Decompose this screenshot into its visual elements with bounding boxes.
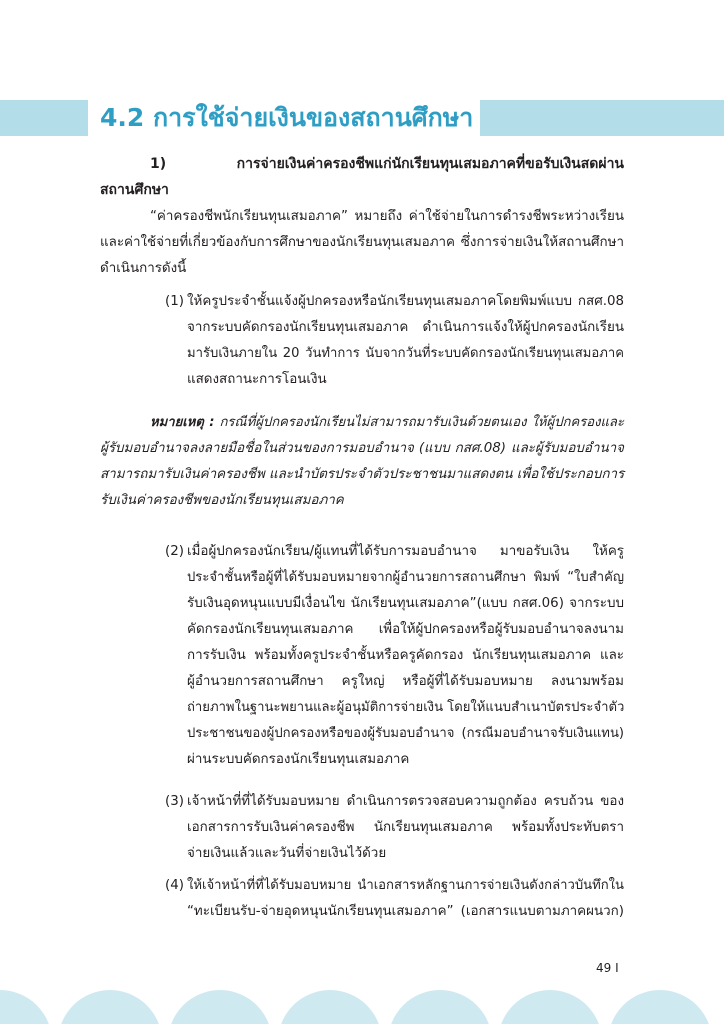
note-text: กรณีที่ผู้ปกครองนักเรียนไม่สามารถมารับเงินด้วยตนเอง ให้ผู้ปกครองและ: [219, 415, 624, 430]
item-2-line: การรับเงิน พร้อมทั้งครูประจำชั้นหรือครูคัดกรอง นักเรียนทุนเสมอภาค และ: [187, 648, 624, 663]
footer-circle: [58, 990, 162, 1024]
note-line4: รับเงินค่าครองชีพของนักเรียนทุนเสมอภาค: [100, 493, 344, 508]
footer-circle: [608, 990, 712, 1024]
item-number: (3): [165, 794, 184, 809]
subsection-title-line2: สถานศึกษา: [100, 182, 169, 198]
item-1-line: แสดงสถานะการโอนเงิน: [187, 372, 327, 387]
item-2-line: ผู้อำนวยการสถานศึกษา ครูใหญ่ หรือผู้ที่ได้รับมอบหมาย ลงนามพร้อม: [187, 674, 624, 689]
item-4-line: ให้เจ้าหน้าที่ที่ได้รับมอบหมาย นำเอกสารหลักฐานการจ่ายเงินดังกล่าวบันทึกใน: [187, 878, 624, 893]
item-4-line: “ทะเบียนรับ-จ่ายอุดหนุนนักเรียนทุนเสมอภาค” (เอกสารแนบตามภาคผนวก): [187, 904, 624, 919]
intro-line2: และค่าใช้จ่ายที่เกี่ยวข้องกับการศึกษาของนักเรียนทุนเสมอภาค ซึ่งการจ่ายเงินให้สถานศึกษา: [100, 235, 624, 250]
footer-circle: [0, 990, 52, 1024]
item-3-line: จ่ายเงินแล้วและวันที่จ่ายเงินไว้ด้วย: [187, 846, 387, 861]
item-2-line: ประชาชนของผู้ปกครองหรือของผู้รับมอบอำนาจ (กรณีมอบอำนาจรับเงินแทน): [187, 726, 624, 741]
subsection-title-line1: 1) การจ่ายเงินค่าครองชีพแก่นักเรียนทุนเสมอภาคที่ขอรับเงินสดผ่าน: [150, 156, 624, 172]
note-label: หมายเหตุ :: [150, 415, 215, 430]
heading-band-right: [480, 100, 724, 136]
page-number: 49 I: [596, 961, 619, 975]
note-line2: ผู้รับมอบอำนาจลงลายมือชื่อในส่วนของการมอบอำนาจ (แบบ กสศ.08) และผู้รับมอบอำนาจ: [100, 441, 624, 456]
item-2-line: ประจำชั้นหรือผู้ที่ได้รับมอบหมายจากผู้อำนวยการสถานศึกษา พิมพ์ “ใบสำคัญ: [187, 570, 624, 585]
footer-circle: [388, 990, 492, 1024]
item-number: (2): [165, 544, 184, 559]
footer-circle: [168, 990, 272, 1024]
footer-decoration: [0, 985, 724, 1024]
item-2-line: คัดกรองนักเรียนทุนเสมอภาค เพื่อให้ผู้ปกครองหรือผู้รับมอบอำนาจลงนาม: [187, 622, 624, 637]
intro-line1: “ค่าครองชีพนักเรียนทุนเสมอภาค” หมายถึง ค่าใช้จ่ายในการดำรงชีพระหว่างเรียน: [150, 209, 624, 224]
intro-line3: ดำเนินการดังนี้: [100, 261, 187, 276]
item-1-line: ให้ครูประจำชั้นแจ้งผู้ปกครองหรือนักเรียนทุนเสมอภาคโดยพิมพ์แบบ กสศ.08: [187, 294, 624, 309]
item-3-line: เอกสารการรับเงินค่าครองชีพ นักเรียนทุนเสมอภาค พร้อมทั้งประทับตรา: [187, 820, 624, 835]
item-1-line: มารับเงินภายใน 20 วันทำการ นับจากวันที่ระบบคัดกรองนักเรียนทุนเสมอภาค: [187, 346, 624, 361]
item-2-line: รับเงินอุดหนุนแบบมีเงื่อนไข นักเรียนทุนเสมอภาค”(แบบ กสศ.06) จากระบบ: [187, 596, 624, 611]
item-1-line: จากระบบคัดกรองนักเรียนทุนเสมอภาค ดำเนินการแจ้งให้ผู้ปกครองนักเรียน: [187, 320, 624, 335]
footer-circle: [278, 990, 382, 1024]
item-3-line: เจ้าหน้าที่ที่ได้รับมอบหมาย ดำเนินการตรวจสอบความถูกต้อง ครบถ้วน ของ: [187, 794, 624, 809]
item-number: (1): [165, 294, 184, 309]
item-2-line: ถ่ายภาพในฐานะพยานและผู้อนุมัติการจ่ายเงิน โดยให้แนบสำเนาบัตรประจำตัว: [187, 700, 625, 715]
note-line1: [150, 410, 624, 436]
item-number: (4): [165, 878, 184, 893]
note-line3: สามารถมารับเงินค่าครองชีพ และนำบัตรประจำตัวประชาชนมาแสดงตน เพื่อใช้ประกอบการ: [100, 467, 625, 482]
section-title: 4.2 การใช้จ่ายเงินของสถานศึกษา: [100, 103, 474, 132]
footer-circle: [498, 990, 602, 1024]
heading-band-left: [0, 100, 88, 136]
item-2-line: เมื่อผู้ปกครองนักเรียน/ผู้แทนที่ได้รับการมอบอำนาจ มาขอรับเงิน ให้ครู: [187, 544, 624, 559]
item-2-line: ผ่านระบบคัดกรองนักเรียนทุนเสมอภาค: [187, 752, 410, 767]
